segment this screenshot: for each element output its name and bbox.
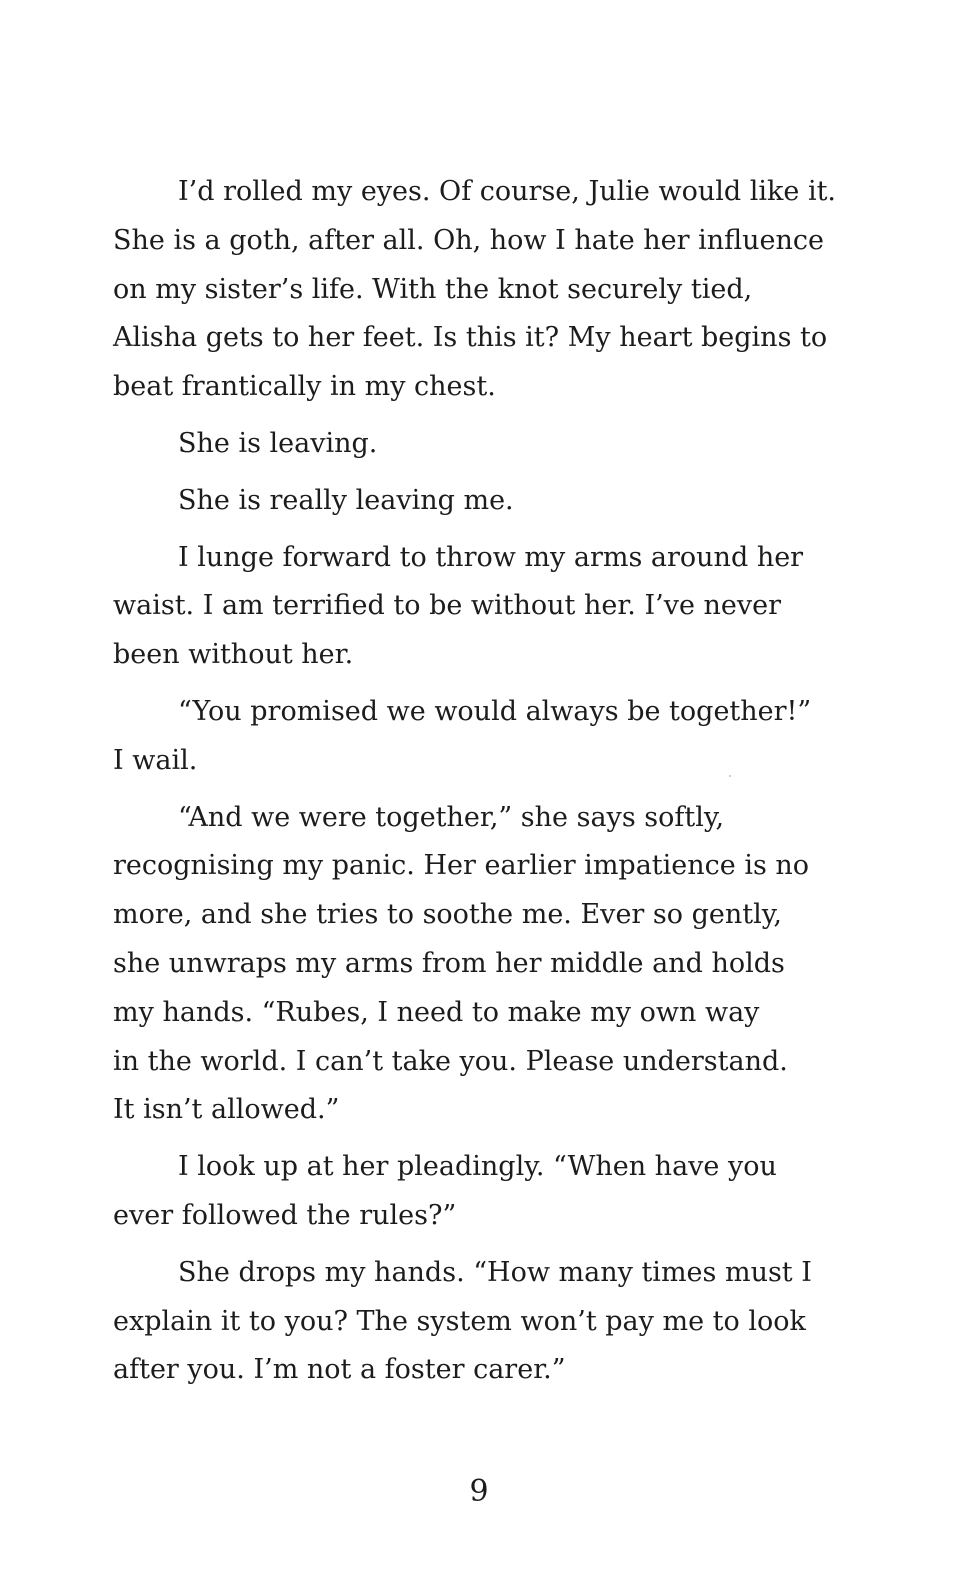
text-line: It isn’t allowed.” xyxy=(113,1094,340,1126)
paragraph-4 xyxy=(113,534,853,680)
paragraph-7 xyxy=(113,1143,853,1241)
text-line: ever followed the rules?” xyxy=(113,1199,457,1231)
text-line: She drops my hands. “How many times must I xyxy=(178,1256,812,1288)
text-line: my hands. “Rubes, I need to make my own way xyxy=(113,996,760,1028)
text-line: Alisha gets to her feet. Is this it? My heart begins to xyxy=(113,322,828,354)
text-line: on my sister’s life. With the knot securely tied, xyxy=(113,273,753,305)
text-line: waist. I am terrified to be without her. I’ve never xyxy=(113,590,782,622)
text-line: She is leaving. xyxy=(178,427,378,459)
text-line: been without her. xyxy=(113,639,354,671)
text-line: recognising my panic. Her earlier impatience is no xyxy=(113,850,810,882)
text-line: She is really leaving me. xyxy=(178,484,514,516)
text-line: “You promised we would always be together!” xyxy=(178,695,812,727)
paragraph-1 xyxy=(113,168,853,412)
text-line: I lunge forward to throw my arms around her xyxy=(178,541,804,573)
text-line: “And we were together,” she says softly, xyxy=(178,801,725,833)
body-text xyxy=(113,168,853,1403)
text-line: I look up at her pleadingly. “When have you xyxy=(178,1151,777,1183)
text-line: after you. I’m not a foster carer.” xyxy=(113,1354,566,1386)
paragraph-2 xyxy=(113,420,853,469)
text-line: She is a goth, after all. Oh, how I hate her influence xyxy=(113,224,825,256)
text-line: she unwraps my arms from her middle and holds xyxy=(113,947,785,979)
text-line: in the world. I can’t take you. Please understand. xyxy=(113,1045,788,1077)
paragraph-3 xyxy=(113,477,853,526)
text-line: explain it to you? The system won’t pay me to look xyxy=(113,1305,806,1337)
text-line: beat frantically in my chest. xyxy=(113,371,496,403)
scan-speck xyxy=(729,775,731,777)
text-line: I wail. xyxy=(113,744,198,776)
paragraph-8 xyxy=(113,1249,853,1395)
paragraph-5 xyxy=(113,688,853,786)
text-line: I’d rolled my eyes. Of course, Julie would like it. xyxy=(178,176,837,207)
text-line: more, and she tries to soothe me. Ever so gently, xyxy=(113,899,782,931)
page-number: 9 xyxy=(469,1474,489,1509)
paragraph-6 xyxy=(113,794,853,1136)
